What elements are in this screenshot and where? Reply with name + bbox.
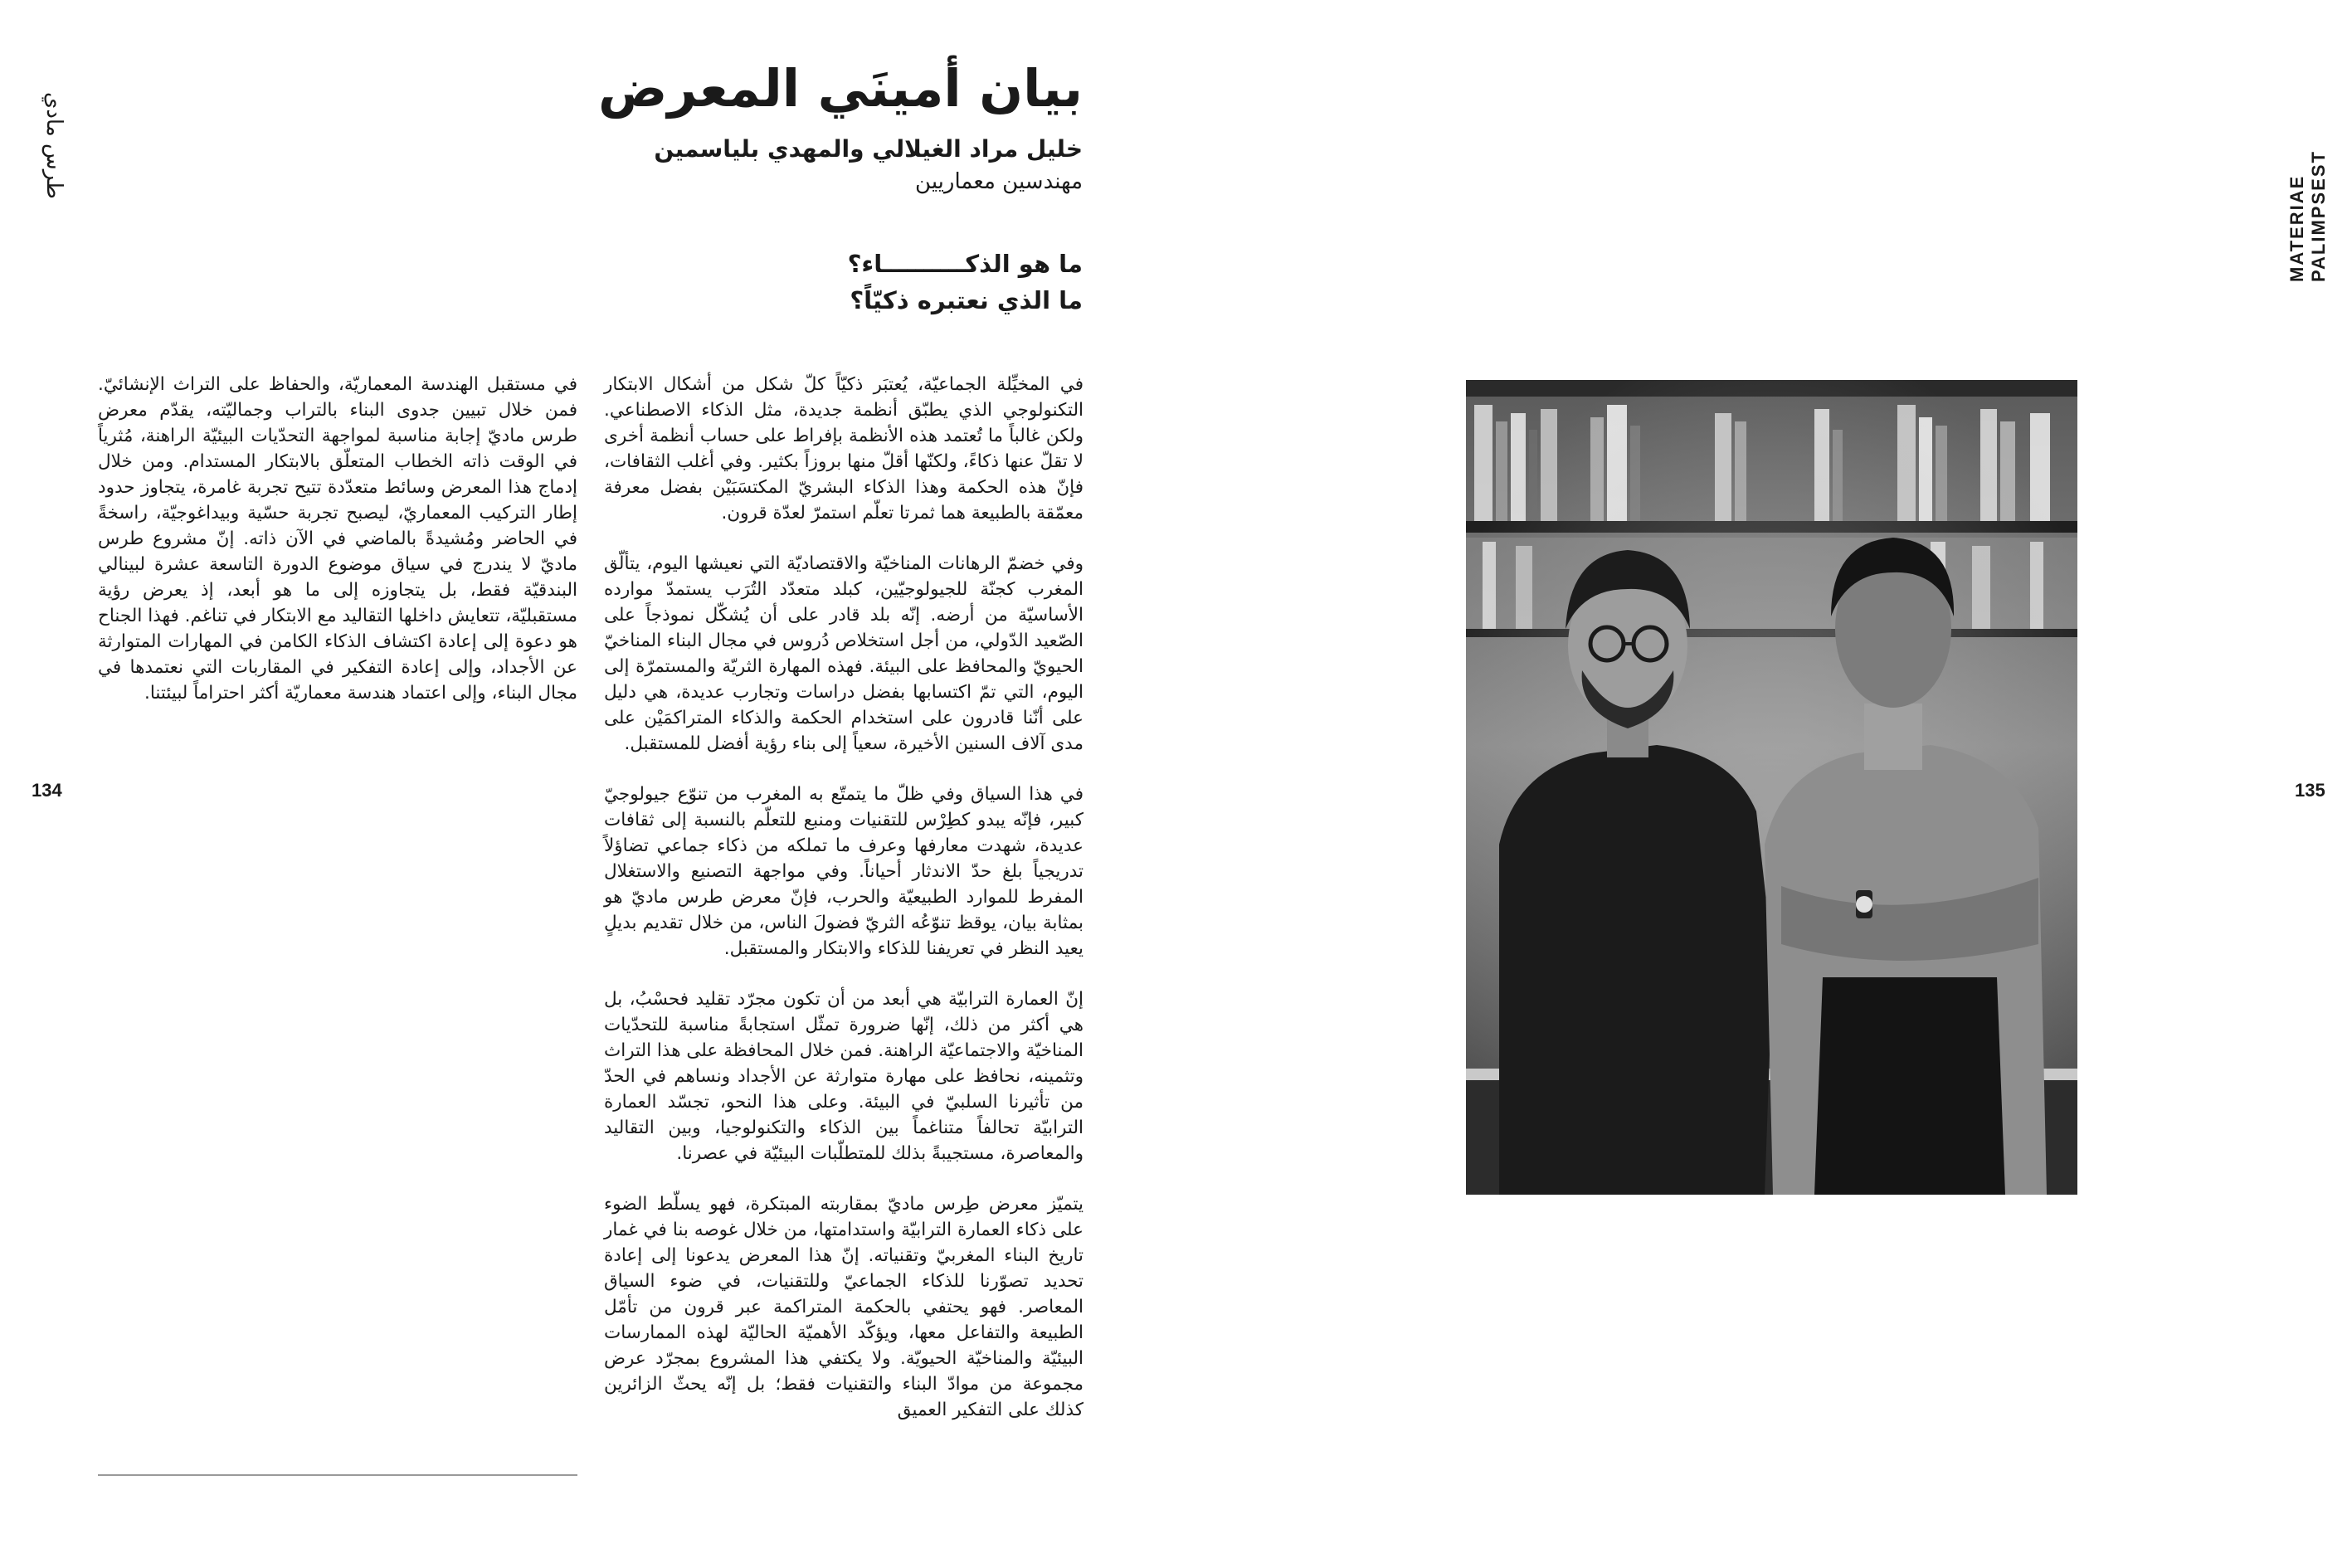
running-head-right: MATERIAE PALIMPSEST [2286,150,2329,282]
text-column-left [98,372,577,731]
question-heading-2: ما الذي نعتبره ذكيّاً؟ [850,286,1083,314]
article-title: بيان أمينَي المعرض [597,58,1083,119]
author-role: مهندسين معماريين [915,169,1083,194]
paragraph: في هذا السياق وفي ظلّ ما يتمتّع به المغرب من تنوّع جيولوجيّ كبير، فإنّه يبدو كطِرْس للتقنيات ومنبع للتعلّم بالنسبة إلى ثقافات عديدة، شهدت معارفها وعرف ما تملكه من ذكاء جماعي تضاؤلاً تدريجياً بلغ حدّ الاندثار أحياناً. وفي مواجهة التصنيع والاستغلال المفرط للموارد الطبيعيّة والحرب، فإنّ معرض طرس ماديّ هو بمثابة بيان، يوقظ تنوّعُه الثريّ فضولَ الناس، من خلال تقديم بديلٍ يعيد النظر في تعريفنا للذكاء والابتكار والمستقبل. [604,784,1083,959]
paragraph: في المخيِّلة الجماعيّة، يُعتبَر ذكيّاً كلّ شكل من أشكال الابتكار التكنولوجي الذي يطبّق أنظمة جديدة، مثل الذكاء الاصطناعي. ولكن غالباً ما تُعتمد هذه الأنظمة بإفراط على حساب أنظمة أخرى لا تقلّ عنها ذكاءً، ولكنّها أقلّ منها بروزاً بكثير. وفي أغلب الثقافات، فإنّ هذه الحكمة وهذا الذكاء البشريّ المكتسَبَيْن بفضل معرفة معمّقة بالطبيعة هما ثمرتا تعلّم استمرّ لعدّة قرون. [604,374,1083,523]
column-bottom-rule [98,1474,577,1476]
question-heading-1: ما هو الذكــــــــــاء؟ [847,250,1083,278]
article-authors: خليل مراد الغيلالي والمهدي بلياسمين [654,135,1083,163]
paragraph: وفي خضمّ الرهانات المناخيّة والاقتصاديّة التي نعيشها اليوم، يتألّق المغرب كجنّة للجيولوجيّين، كبلد متعدّد التُرَب يستمدّ موارده الأساسيّة من أرضه. إنّه بلد قادر على أن يُشكّل نموذجاً على الصّعيد الدّولي، من أجل استخلاص دُروس في مجال البناء المناخيّ الحيويّ والمحافظ على البيئة. فهذه المهارة الثريّة والمستمرّة إلى اليوم، التي تمّ اكتسابها بفضل دراسات وتجارب عديدة، هي دليل على أنّنا قادرون على استخدام الحكمة والذكاء المتراكمَيْن على مدى آلاف السنين الأخيرة، سعياً إلى بناء رؤية أفضل للمستقبل. [604,553,1083,754]
running-head-left: طرس مادي [41,92,66,199]
page-number-right: 135 [2295,780,2325,801]
text-column-right [604,372,1083,1448]
architects-portrait-photo [1466,380,2077,1195]
paragraph: إنّ العمارة الترابيّة هي أبعد من أن تكون مجرّد تقليد فحسْبُ، بل هي أكثر من ذلك، إنّها ضرورة تمثّل استجابةً مناسبة للتحدّيات المناخيّة والاجتماعيّة الراهنة. فمن خلال المحافظة على هذا التراث وتثمينه، نحافظ على مهارة متوارثة عن الأجداد ونساهم في الحدّ من تأثيرنا السلبيّ في البيئة. وعلى هذا النحو، تجسّد العمارة الترابيّة تحالفاً متناغماً بين الذكاء والتكنولوجيا، وبين التقاليد والمعاصرة، مستجيبةً بذلك للمتطلّبات البيئيّة في عصرنا. [604,989,1083,1164]
paragraph: في مستقبل الهندسة المعماريّة، والحفاظ على التراث الإنشائيّ. فمن خلال تبيين جدوى البناء بالتراب وجماليّته، يقدّم معرض طرس ماديّ إجابة مناسبة لمواجهة التحدّيات البيئيّة الراهنة، مُثرياً في الوقت ذاته الخطاب المتعلّق بالابتكار المستدام. ومن خلال إدماج هذا المعرض وسائط متعدّدة تتيح تجربة غامرة، يتجاوز حدود إطار التركيب المعماريّ، ليصبح تجربة حسّية وبيداغوجيّة، راسخةً في الحاضر ومُشيدةً بالماضي في الآن ذاته. إنّ مشروع طرس ماديّ لا يندرج في سياق موضوع الدورة التاسعة عشرة لبينالي البندقيّة فقط، بل يتجاوزه إلى ما هو أبعد، إذ يعرض رؤية مستقبليّة، تتعايش داخلها التقاليد مع الابتكار في تناغم. فهذا الجناح هو دعوة إلى إعادة اكتشاف الذكاء الكامن في المهارات المتوارثة عن الأجداد، وإلى إعادة التفكير في المقاربات التي نعتمدها في مجال البناء، وإلى اعتماد هندسة معماريّة أكثر احتراماً لبيئتنا. [98,374,577,704]
page-number-left: 134 [32,780,62,801]
paragraph: يتميّز معرض طِرس ماديّ بمقاربته المبتكرة، فهو يسلّط الضوء على ذكاء العمارة الترابيّة واستدامتها، من خلال غوصه بنا في غمار تاريخ البناء المغربيّ وتقنياته. إنّ هذا المعرض يدعونا إلى إعادة تحديد تصوّرنا للذكاء الجماعيّ وللتقنيات، في ضوء السياق المعاصر. فهو يحتفي بالحكمة المتراكمة عبر قرون من تأمّل الطبيعة والتفاعل معها، ويؤكّد الأهميّة الحاليّة لهذه الممارسات البيئيّة والمناخيّة الحيويّة. ولا يكتفي هذا المشروع بمجرّد عرض مجموعة من موادّ البناء والتقنيات فقط؛ بل إنّه يحثّ الزائرين كذلك على التفكير العميق [604,1194,1083,1420]
